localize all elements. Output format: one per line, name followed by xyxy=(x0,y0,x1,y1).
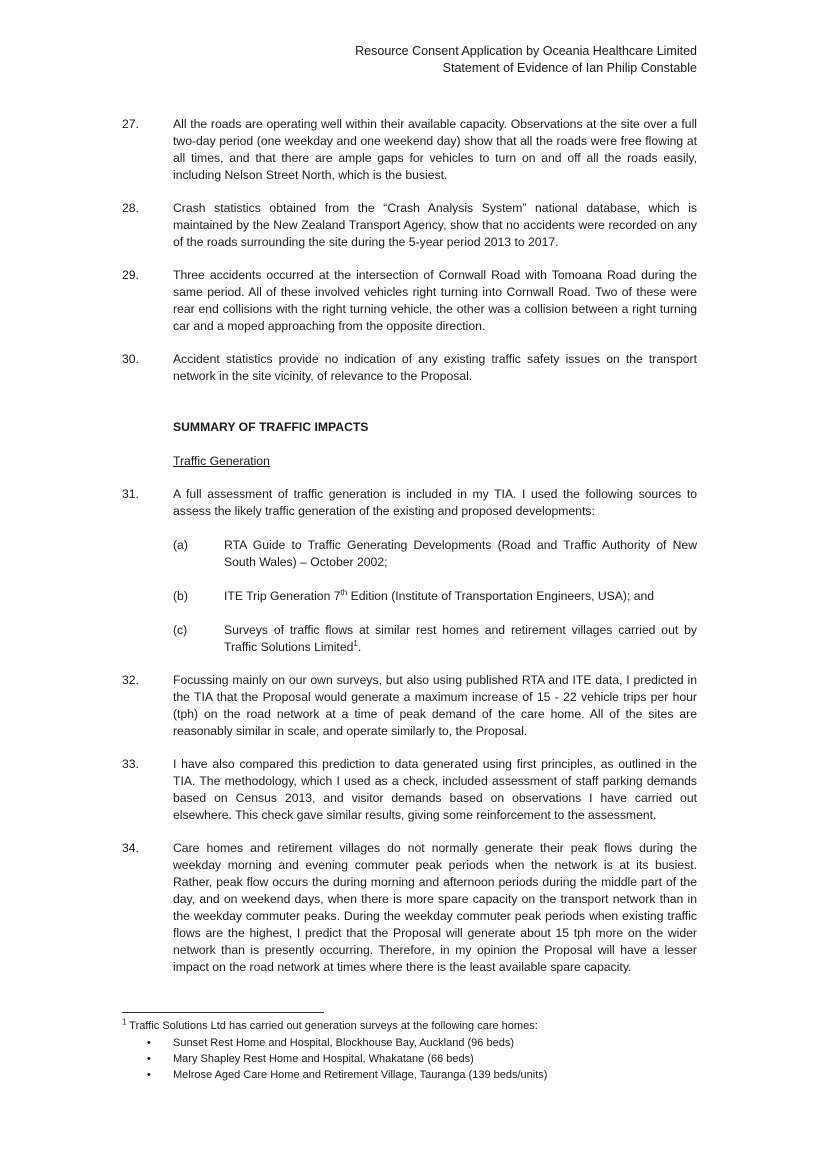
footnote-item-text: Melrose Aged Care Home and Retirement Village, Tauranga (139 beds/units) xyxy=(173,1069,548,1081)
paragraph-text: I have also compared this prediction to data generated using first principles, as outlined in the TIA. The methodology, which I used as a check, included assessment of staff parking demands based on Census 2013, and visitor demands based on observations I have carried out elsewhere. This check gave similar results, giving some reinforcement to the assessment. xyxy=(173,757,697,822)
source-item-a xyxy=(173,537,697,571)
footnote-list xyxy=(147,1035,547,1083)
source-item-c xyxy=(173,622,697,656)
paragraph-text: All the roads are operating well within their available capacity. Observations at the site over a full two-day period (one weekday and one weekend day) show that all the roads were free flowing at all times, and that there are ample gaps for vehicles to turn on and off all the roads easily, including Nelson Street North, which is the busiest. xyxy=(173,117,697,182)
source-text xyxy=(224,588,697,605)
paragraph-number: 31. xyxy=(122,487,139,501)
paragraph-number: 34. xyxy=(122,841,139,855)
source-text-start: ITE Trip Generation 7 xyxy=(224,589,341,603)
footnote-list-item xyxy=(147,1035,547,1051)
paragraph-number: 33. xyxy=(122,757,139,771)
source-text-end: . xyxy=(357,640,362,654)
paragraph-text: Three accidents occurred at the intersection of Cornwall Road with Tomoana Road during the same period. All of these involved vehicles right turning into Cornwall Road. Two of these were rear end collisions with the right turning vehicle, the other was a collision between a right turning car and a moped approaching from the opposite direction. xyxy=(173,268,697,333)
header-line-1: Resource Consent Application by Oceania Healthcare Limited xyxy=(355,44,697,58)
source-text xyxy=(224,622,697,656)
page-header xyxy=(355,43,697,77)
paragraph-number: 32. xyxy=(122,673,139,687)
bullet-icon: • xyxy=(147,1037,151,1049)
paragraph-text: Accident statistics provide no indication of any existing traffic safety issues on the transport network in the site vicinity, of relevance to the Proposal. xyxy=(173,352,697,383)
paragraph-28 xyxy=(122,200,697,251)
paragraph-33 xyxy=(122,756,697,824)
footnote-reference: 1 xyxy=(353,638,358,648)
footnote-list-item xyxy=(147,1051,547,1067)
bullet-icon: • xyxy=(147,1053,151,1065)
paragraph-29 xyxy=(122,267,697,335)
source-label: (c) xyxy=(173,623,188,637)
subsection-heading: Traffic Generation xyxy=(173,454,270,468)
header-line-2: Statement of Evidence of Ian Philip Constable xyxy=(442,61,697,75)
source-text: RTA Guide to Traffic Generating Developments (Road and Traffic Authority of New South Wales) – October 2002; xyxy=(224,538,697,569)
paragraph-text: Care homes and retirement villages do not normally generate their peak flows during the weekday morning and evening commuter peak periods when the network is at its busiest. Rather, peak flow occurs the during morning and afternoon periods during the middle part of the day, and on weekend days, when there is more spare capacity on the transport network than in the weekday commuter peaks. During the weekday commuter peak periods when existing traffic flows are the highest, I predict that the Proposal will generate about 15 tph more on the wider network than is presently occurring. Therefore, in my opinion the Proposal will have a lesser impact on the road network at times where there is the least available spare capacity. xyxy=(173,841,697,974)
paragraph-32 xyxy=(122,672,697,740)
paragraph-number: 30. xyxy=(122,352,139,366)
paragraph-number: 29. xyxy=(122,268,139,282)
superscript: th xyxy=(340,587,348,597)
source-label: (a) xyxy=(173,538,188,552)
paragraph-text: A full assessment of traffic generation is included in my TIA. I used the following sources to assess the likely traffic generation of the existing and proposed developments: xyxy=(173,487,697,518)
source-label: (b) xyxy=(173,589,188,603)
paragraph-27 xyxy=(122,116,697,184)
source-text-start: Surveys of traffic flows at similar rest homes and retirement villages carried out by Traffic Solutions Limited xyxy=(224,623,697,654)
footnote-list-item xyxy=(147,1067,547,1083)
footnote-intro xyxy=(122,1019,538,1034)
paragraph-31 xyxy=(122,486,697,520)
paragraph-text: Focussing mainly on our own surveys, but also using published RTA and ITE data, I predicted in the TIA that the Proposal would generate a maximum increase of 15 - 22 vehicle trips per hour (tph) on the road network at a time of peak demand of the care home. All of the sites are reasonably similar in scale, and operate similarly to, the Proposal. xyxy=(173,673,697,738)
paragraph-text: Crash statistics obtained from the “Crash Analysis System” national database, which is maintained by the New Zealand Transport Agency, show that no accidents were recorded on any of the roads surrounding the site during the 5-year period 2013 to 2017. xyxy=(173,201,697,249)
paragraph-number: 27. xyxy=(122,117,139,131)
footnote-item-text: Mary Shapley Rest Home and Hospital, Whakatane (66 beds) xyxy=(173,1053,474,1065)
footnote-intro-text: Traffic Solutions Ltd has carried out generation surveys at the following care homes: xyxy=(126,1020,538,1032)
source-item-b xyxy=(173,588,697,605)
paragraph-30 xyxy=(122,351,697,385)
section-heading: SUMMARY OF TRAFFIC IMPACTS xyxy=(173,420,369,434)
bullet-icon: • xyxy=(147,1069,151,1081)
footnote-marker: 1 xyxy=(122,1017,127,1027)
paragraph-34 xyxy=(122,840,697,976)
footnote-item-text: Sunset Rest Home and Hospital, Blockhouse Bay, Auckland (96 beds) xyxy=(173,1037,514,1049)
source-text-end: Edition (Institute of Transportation Engineers, USA); and xyxy=(347,589,655,603)
footnote-divider xyxy=(122,1012,324,1013)
paragraph-number: 28. xyxy=(122,201,139,215)
